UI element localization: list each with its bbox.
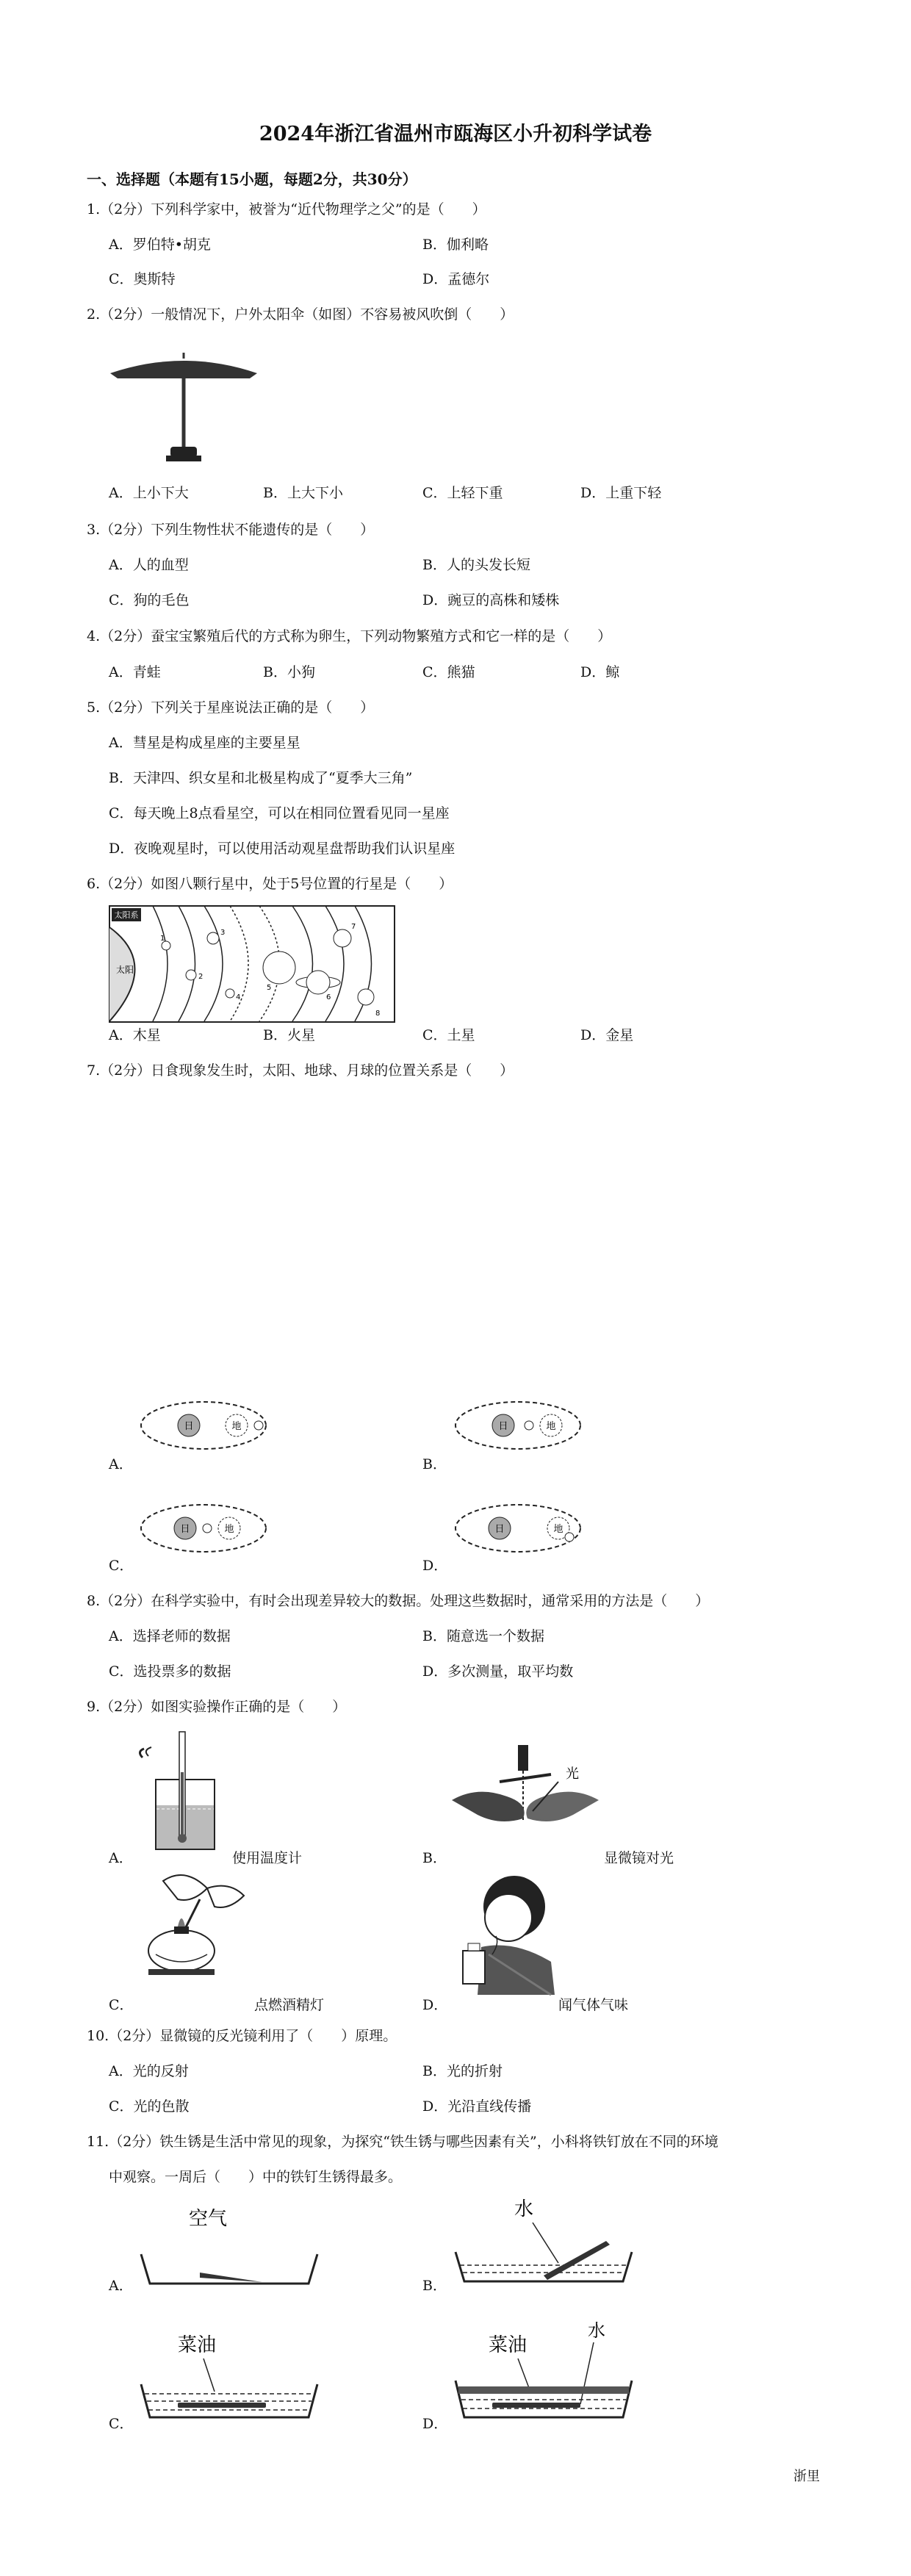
question-9-stem: 9.（2分）如图实验操作正确的是（ ） <box>87 1699 347 1715</box>
q8-option-a[interactable]: A．选择老师的数据 <box>109 1628 231 1644</box>
planet-number-2: 2 <box>198 973 204 981</box>
footer-watermark: 浙里 <box>793 2469 820 2484</box>
section-heading: 一、选择题（本题有15小题，每题2分，共30分） <box>87 170 417 188</box>
question-4-stem: 4.（2分）蚕宝宝繁殖后代的方式称为卵生，下列动物繁殖方式和它一样的是（ ） <box>87 628 612 644</box>
question-7-stem: 7.（2分）日食现象发生时，太阳、地球、月球的位置关系是（ ） <box>87 1062 514 1079</box>
sun-label-d: 日 <box>494 1524 505 1535</box>
q5-option-b[interactable]: B．天津四、织女星和北极星构成了“夏季大三角” <box>109 770 413 786</box>
planet-number-8: 8 <box>375 1010 381 1018</box>
light-label: 光 <box>566 1766 579 1782</box>
q10-option-d[interactable]: D．光沿直线传播 <box>422 2098 532 2115</box>
q7-option-d[interactable]: D． <box>422 1558 448 1574</box>
oil-label-c: 菜油 <box>178 2334 217 2356</box>
earth-label-d: 地 <box>553 1524 563 1535</box>
sun-label: 太阳 <box>116 965 134 975</box>
q9-option-a[interactable]: A． <box>109 1850 133 1866</box>
question-6-stem: 6.（2分）如图八颗行星中，处于5号位置的行星是（ ） <box>87 876 453 892</box>
planet-number-4: 4 <box>236 993 241 1001</box>
q11-option-c[interactable]: C． <box>109 2416 134 2432</box>
planet-number-3: 3 <box>220 929 226 937</box>
thermometer-beaker-figure <box>134 1728 237 1853</box>
q9-caption-d: 闻气体气味 <box>558 1997 629 2013</box>
q7-option-a[interactable]: A． <box>109 1456 133 1472</box>
planet-number-5: 5 <box>267 984 272 992</box>
q9-caption-b: 显微镜对光 <box>604 1850 674 1866</box>
umbrella-figure <box>103 345 264 470</box>
q9-option-c[interactable]: C． <box>109 1997 134 2013</box>
rust-dish-water-figure <box>448 2193 639 2289</box>
q2-option-a[interactable]: A．上小下大 <box>109 485 189 501</box>
rust-dish-oil-water-figure <box>448 2314 647 2425</box>
earth-label-b: 地 <box>546 1421 556 1432</box>
q8-option-d[interactable]: D．多次测量，取平均数 <box>422 1663 574 1680</box>
page-title: 2024年浙江省温州市瓯海区小升初科学试卷 <box>259 123 652 145</box>
q1-option-d[interactable]: D．孟德尔 <box>422 271 490 287</box>
q2-option-c[interactable]: C．上轻下重 <box>422 485 503 501</box>
q7-option-c[interactable]: C． <box>109 1558 134 1574</box>
water-label-d: 水 <box>588 2320 605 2341</box>
q3-option-d[interactable]: D．豌豆的高株和矮株 <box>422 592 560 608</box>
q1-option-c[interactable]: C．奥斯特 <box>109 271 176 287</box>
q9-option-d[interactable]: D． <box>422 1997 448 2013</box>
question-11-stem-line2: 中观察。一周后（ ）中的铁钉生锈得最多。 <box>109 2169 403 2185</box>
question-1-stem: 1.（2分）下列科学家中，被誉为“近代物理学之父”的是（ ） <box>87 201 486 217</box>
q6-option-c[interactable]: C．土星 <box>422 1027 475 1043</box>
q5-option-c[interactable]: C．每天晚上8点看星空，可以在相同位置看见同一星座 <box>109 805 450 821</box>
q4-option-b[interactable]: B．小狗 <box>263 664 315 680</box>
q4-option-a[interactable]: A．青蛙 <box>109 664 161 680</box>
q8-option-c[interactable]: C．选投票多的数据 <box>109 1663 231 1680</box>
q6-option-a[interactable]: A．木星 <box>109 1027 161 1043</box>
sun-label-c: 日 <box>180 1524 190 1535</box>
smelling-gas-figure <box>448 1866 558 1998</box>
q4-option-c[interactable]: C．熊猫 <box>422 664 475 680</box>
q6-option-b[interactable]: B．火星 <box>263 1027 315 1043</box>
eclipse-figure-c <box>134 1499 281 1558</box>
sun-label-a: 日 <box>184 1421 194 1432</box>
alcohol-lamp-figure <box>134 1866 259 1984</box>
eclipse-figure-a <box>134 1396 281 1455</box>
question-5-stem: 5.（2分）下列关于星座说法正确的是（ ） <box>87 699 375 716</box>
q10-option-c[interactable]: C．光的色散 <box>109 2098 190 2115</box>
rust-dish-oil-figure <box>134 2329 325 2425</box>
q6-option-d[interactable]: D．金星 <box>580 1027 634 1043</box>
air-label: 空气 <box>189 2208 228 2230</box>
q1-option-b[interactable]: B．伽利略 <box>422 237 489 253</box>
question-2-stem: 2.（2分）一般情况下，户外太阳伞（如图）不容易被风吹倒（ ） <box>87 306 514 323</box>
q5-option-d[interactable]: D．夜晚观星时，可以使用活动观星盘帮助我们认识星座 <box>109 841 455 857</box>
question-3-stem: 3.（2分）下列生物性状不能遗传的是（ ） <box>87 522 375 538</box>
solar-system-label: 太阳系 <box>114 910 139 920</box>
sun-label-b: 日 <box>498 1421 508 1432</box>
q9-option-b[interactable]: B． <box>422 1850 447 1866</box>
q10-option-b[interactable]: B．光的折射 <box>422 2063 503 2079</box>
q3-option-a[interactable]: A．人的血型 <box>109 557 189 573</box>
q5-option-a[interactable]: A．彗星是构成星座的主要星星 <box>109 735 300 751</box>
q3-option-c[interactable]: C．狗的毛色 <box>109 592 190 608</box>
q2-option-b[interactable]: B．上大下小 <box>263 485 343 501</box>
q2-option-d[interactable]: D．上重下轻 <box>580 485 662 501</box>
microscope-hands-figure <box>448 1741 602 1844</box>
q8-option-b[interactable]: B．随意选一个数据 <box>422 1628 544 1644</box>
question-11-stem-line1: 11.（2分）铁生锈是生活中常见的现象，为探究“铁生锈与哪些因素有关”，小科将铁钉放在不同的环境 <box>87 2134 719 2150</box>
q11-option-b[interactable]: B． <box>422 2278 447 2294</box>
q4-option-d[interactable]: D．鲸 <box>580 664 620 680</box>
planet-number-7: 7 <box>351 923 356 931</box>
q9-caption-a: 使用温度计 <box>232 1850 303 1866</box>
earth-label-a: 地 <box>231 1421 242 1432</box>
earth-label-c: 地 <box>224 1524 234 1535</box>
solar-system-figure <box>109 905 395 1023</box>
q3-option-b[interactable]: B．人的头发长短 <box>422 557 530 573</box>
water-label-b: 水 <box>514 2198 534 2220</box>
q1-option-a[interactable]: A．罗伯特•胡克 <box>109 237 211 253</box>
planet-number-1: 1 <box>160 935 165 943</box>
question-8-stem: 8.（2分）在科学实验中，有时会出现差异较大的数据。处理这些数据时，通常采用的方法是（ ） <box>87 1593 710 1609</box>
question-10-stem: 10.（2分）显微镜的反光镜利用了（ ）原理。 <box>87 2028 397 2044</box>
q11-option-d[interactable]: D． <box>422 2416 448 2432</box>
q7-option-b[interactable]: B． <box>422 1456 447 1472</box>
eclipse-figure-b <box>448 1396 595 1455</box>
oil-label-d: 菜油 <box>489 2334 527 2356</box>
eclipse-figure-d <box>448 1499 595 1558</box>
planet-number-6: 6 <box>326 993 331 1001</box>
rust-dish-air-figure <box>134 2203 325 2291</box>
q11-option-a[interactable]: A． <box>109 2278 133 2294</box>
q10-option-a[interactable]: A．光的反射 <box>109 2063 189 2079</box>
q9-caption-c: 点燃酒精灯 <box>254 1997 325 2013</box>
